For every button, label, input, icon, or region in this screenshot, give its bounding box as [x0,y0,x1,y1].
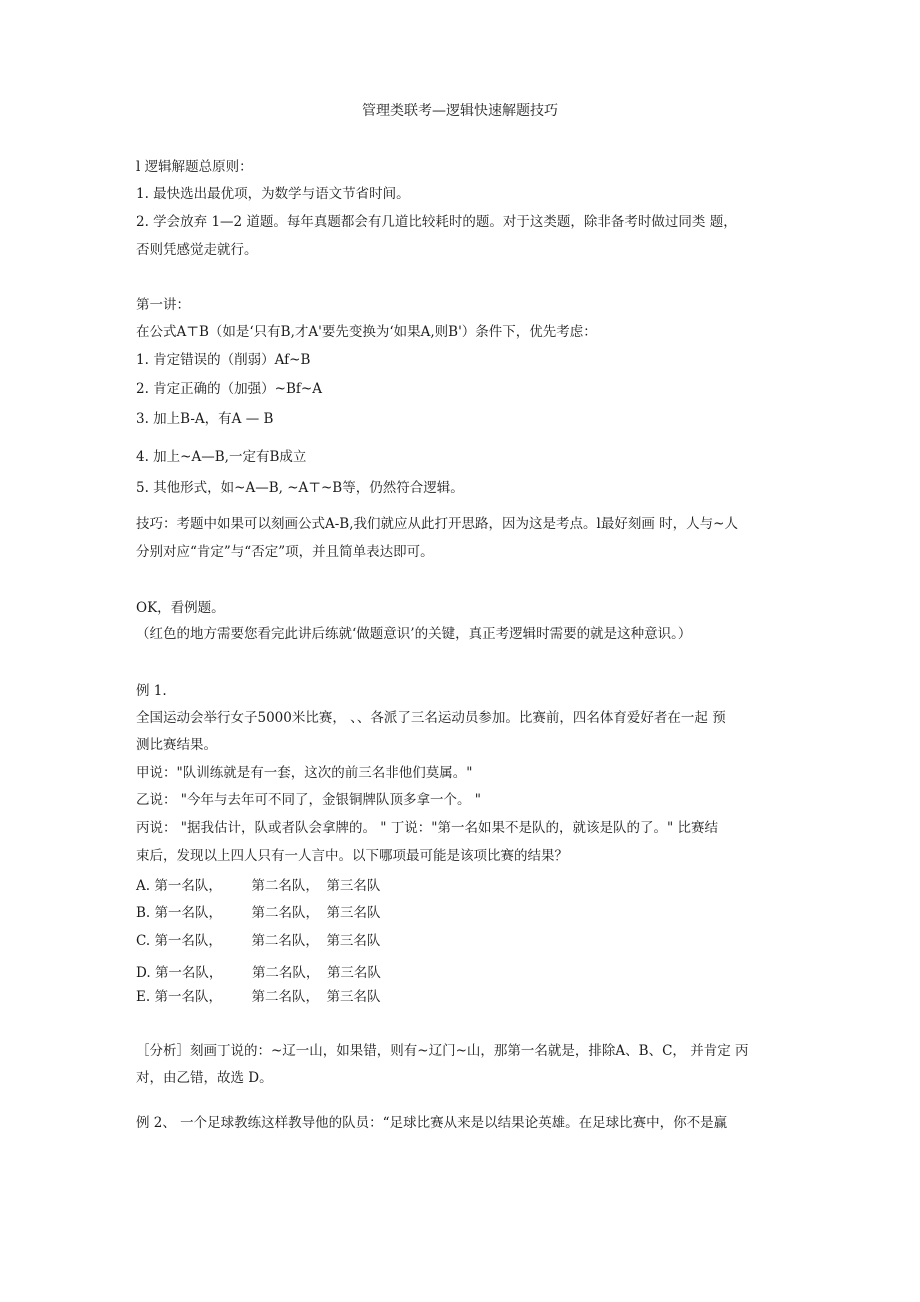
option-second: 第二名队， [251,989,319,1005]
option-a [136,876,380,896]
rule-2: 2. 肯定正确的（加强）~Bf~A [136,381,322,397]
statement-yi: 乙说： "今年与去年可不同了，金银铜牌队顶多拿一个。 " [136,792,482,808]
option-label: B. [136,905,151,921]
option-d [136,963,381,983]
option-first: 第一名队， [154,965,223,981]
option-label: A. [136,878,151,894]
option-third: 第三名队 [326,989,381,1005]
option-first: 第一名队， [154,989,222,1005]
lecture-1-intro: 在公式A⊤B（如是‘只有B,才A'要先变换为‘如果A,则B'）条件下，优先考虑： [136,324,597,340]
option-b [136,903,381,923]
option-first: 第一名队， [154,878,222,894]
analysis-line-2: 对，由乙错，故选 D。 [136,1070,273,1086]
option-label: E. [136,989,151,1005]
example-2-line-1: 例 2、 一个足球教练这样教导他的队员：“足球比赛从来是以结果论英雄。在足球比赛中，你不是赢 [136,1115,728,1131]
option-second: 第二名队， [251,933,319,949]
rule-4: 4. 加上~A—B,一定有B成立 [136,449,307,465]
example-1-body-line-2: 测比赛结果。 [136,737,217,753]
statement-jia: 甲说："队训练就是有一套，这次的前三名非他们莫属。" [136,765,473,781]
ok-line: OK，看例题。 [136,600,225,616]
option-second: 第二名队， [251,878,319,894]
analysis-line-1: ［分析］刻画丁说的：~辽一山，如果错，则有~辽门~山，那第一名就是，排除A、B、C， 并肯定 丙 [136,1043,749,1059]
rule-1: 1. 肯定错误的（削弱）Af~B [136,352,311,368]
option-second: 第二名队， [251,905,320,921]
option-third: 第三名队 [326,878,381,894]
rule-5: 5. 其他形式，如~A—B, ~A⊤~B等，仍然符合逻辑。 [136,480,464,496]
option-first: 第一名队， [154,933,222,949]
principle-1: 1. 最快选出最优项，为数学与语文节省时间。 [136,186,410,202]
option-second: 第二名队， [251,965,320,981]
principles-heading: l 逻辑解题总原则： [136,159,253,175]
lecture-1-heading: 第一讲： [136,297,190,313]
tip-line-2: 分别对应“肯定”与“否定”项，并且简单表达即可。 [136,544,434,560]
tip-line-1: 技巧：考题中如果可以刻画公式A-B,我们就应从此打开思路，因为这是考点。l最好刻画 时，人与~人 [136,516,738,532]
principle-2-line-2: 否则凭感觉走就行。 [136,242,258,258]
rule-3: 3. 加上B-A，有A — B [136,411,274,427]
document-title: 管理类联考—逻辑快速解题技巧 [362,103,558,119]
option-c [136,931,380,951]
option-label: C. [136,933,151,949]
example-1-body-line-1: 全国运动会举行女子5000米比赛， 、、各派了三名运动员参加。比赛前，四名体育爱好者在一起 预 [136,710,726,726]
option-e [136,987,380,1007]
option-label: D. [136,965,151,981]
option-third: 第三名队 [326,905,381,921]
option-third: 第三名队 [326,933,381,949]
statement-bing-line-1: 丙说： "据我估计，队或者队会拿牌的。 " 丁说："第一名如果不是队的，就该是队的了。" 比赛结 [136,820,719,836]
option-third: 第三名队 [326,965,381,981]
example-1-label: 例 1. [136,683,167,699]
statement-bing-line-2: 束后，发现以上四人只有一人言中。以下哪项最可能是该项比赛的结果？ [136,848,568,864]
principle-2-line-1: 2. 学会放弃 1—2 道题。每年真题都会有几道比较耗时的题。对于这类题，除非备考时做过同类 题， [136,214,737,230]
note-line: （红色的地方需要您看完此讲后练就‘做题意识’的关键，真正考逻辑时需要的就是这种意识。） [136,626,692,642]
option-first: 第一名队， [154,905,223,921]
